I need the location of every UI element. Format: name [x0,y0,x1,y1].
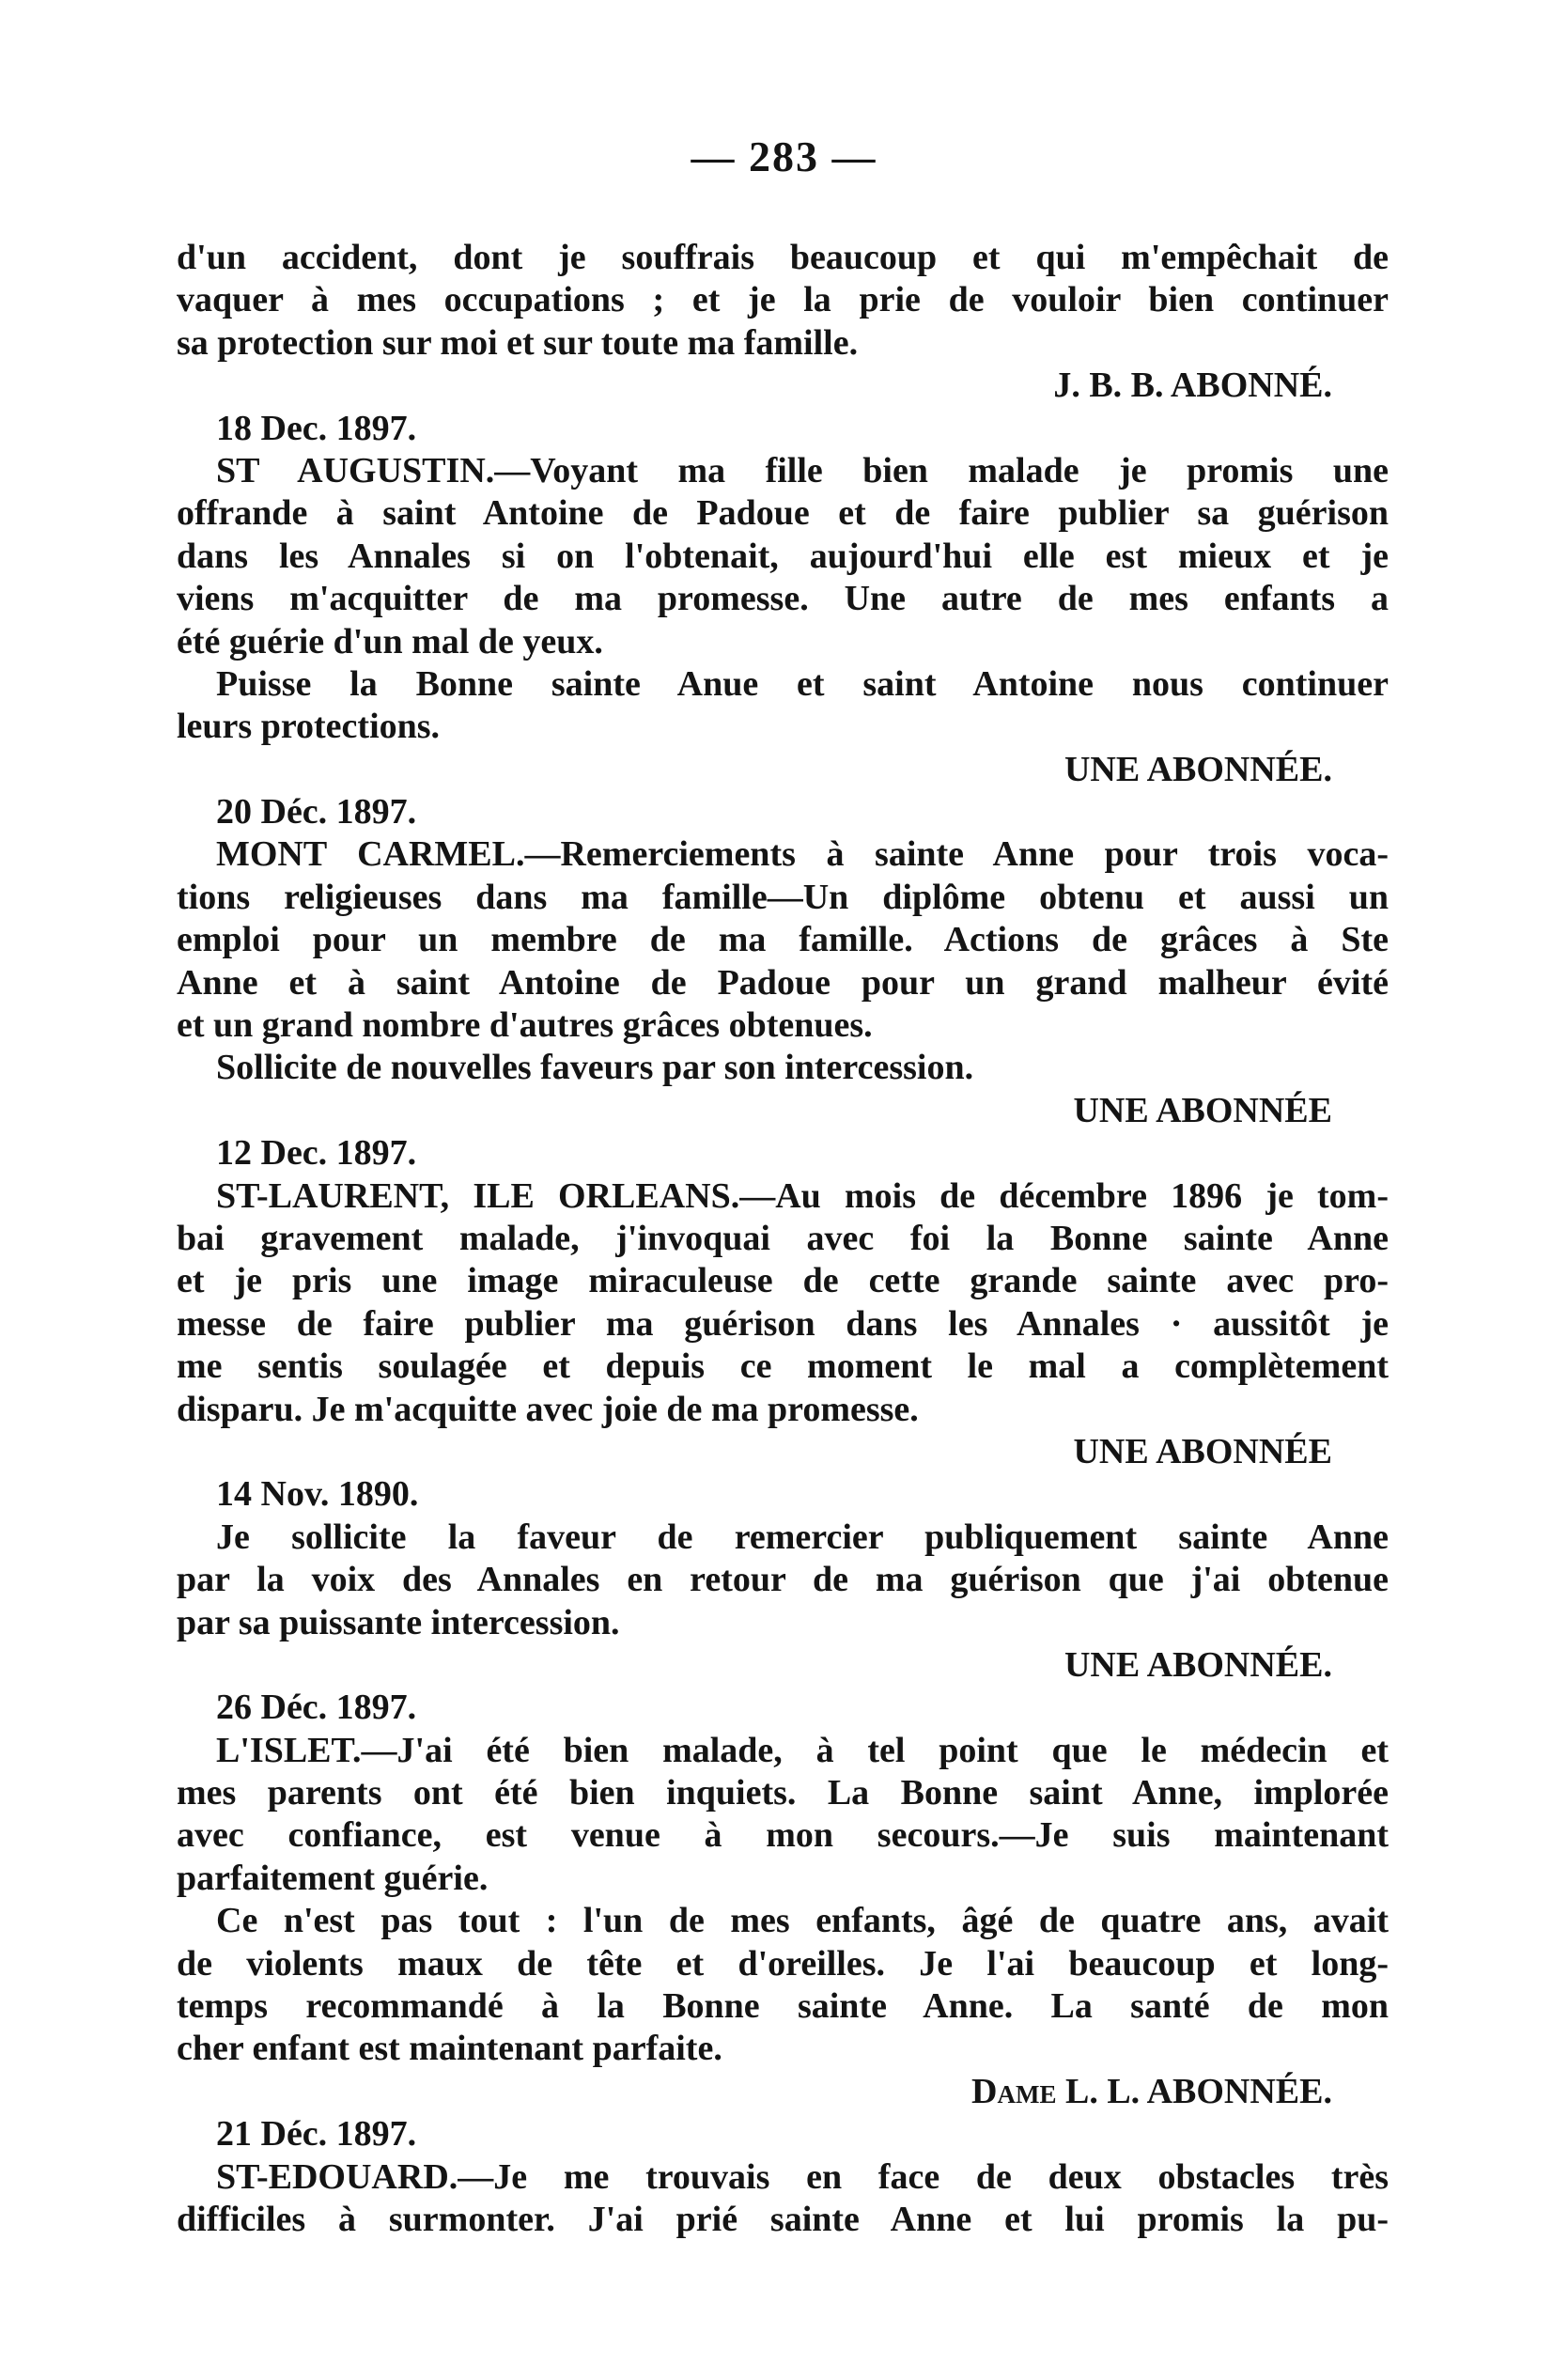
paragraph-last-line: parfaitement guérie. [177,1858,489,1898]
text-line: vaquer à mes occupations ; et je la prie de vouloir bien continuer [177,280,1389,320]
text-line: bai gravement malade, j'invoquai avec foi la Bonne sainte Anne [177,1218,1389,1258]
page-number: — 283 — [691,132,877,180]
text-line: viens m'acquitter de ma promesse. Une autre de mes enfants a [177,579,1389,619]
paragraph-last-line: sa protection sur moi et sur toute ma famille. [177,322,859,363]
paragraph-first-line: L'ISLET.—J'ai été bien malade, à tel point que le médecin et [216,1730,1389,1770]
paragraph-last-line: été guérie d'un mal de yeux. [177,621,603,661]
text-line: par la voix des Annales en retour de ma guérison que j'ai obtenue [177,1560,1389,1600]
text-line: messe de faire publier ma guérison dans les Annales · aussitôt je [177,1303,1389,1344]
paragraph-first-line: Ce n'est pas tout : l'un de mes enfants, âgé de quatre ans, avait [216,1901,1389,1941]
signature-line: UNE ABONNÉE. [1063,749,1332,789]
paragraph-single-line: Sollicite de nouvelles faveurs par son intercession. [216,1048,974,1088]
text-line: offrande à saint Antoine de Padoue et de faire publier sa guérison [177,493,1389,534]
date-line: 14 Nov. 1890. [216,1474,419,1515]
signature-line: Dame L. L. ABONNÉE. [971,2071,1332,2111]
text-line: difficiles à surmonter. J'ai prié sainte Anne et lui promis la pu- [177,2199,1389,2239]
date-line: 12 Dec. 1897. [216,1133,417,1174]
paragraph-first-line: ST-LAURENT, ILE ORLEANS.—Au mois de décembre 1896 je tom- [216,1175,1389,1216]
paragraph-first-line: Je sollicite la faveur de remercier publiquement sainte Anne [216,1517,1389,1557]
text-line: mes parents ont été bien inquiets. La Bonne saint Anne, implorée [177,1773,1389,1813]
paragraph-last-line: cher enfant est maintenant parfaite. [177,2029,722,2069]
text-line: et je pris une image miraculeuse de cette grande sainte avec pro- [177,1261,1389,1301]
text-line: Anne et à saint Antoine de Padoue pour un grand malheur évité [177,962,1389,1003]
paragraph-first-line: MONT CARMEL.—Remerciements à sainte Anne pour trois voca- [216,834,1389,875]
paragraph-first-line: ST AUGUSTIN.—Voyant ma fille bien malade je promis une [216,450,1389,490]
text-line: de violents maux de tête et d'oreilles. Je l'ai beaucoup et long- [177,1943,1389,1984]
date-line: 20 Déc. 1897. [216,792,417,832]
text-line: tions religieuses dans ma famille—Un diplôme obtenu et aussi un [177,877,1389,917]
date-line: 18 Dec. 1897. [216,408,417,448]
paragraph-last-line: et un grand nombre d'autres grâces obtenues. [177,1005,873,1046]
paragraph-last-line: disparu. Je m'acquitte avec joie de ma promesse. [177,1389,919,1429]
signature-line: UNE ABONNÉE [1073,1431,1332,1471]
date-line: 21 Déc. 1897. [216,2114,417,2155]
body-text [177,237,1389,2241]
text-line: dans les Annales si on l'obtenait, aujourd'hui elle est mieux et je [177,536,1389,576]
paragraph-last-line: leurs protections. [177,707,441,747]
text-line: temps recommandé à la Bonne sainte Anne. La santé de mon [177,1986,1389,2027]
paragraph-first-line: ST-EDOUARD.—Je me trouvais en face de deux obstacles très [216,2156,1389,2197]
text-line: emploi pour un membre de ma famille. Actions de grâces à Ste [177,920,1389,960]
text-line: d'un accident, dont je souffrais beaucoup et qui m'empêchait de [177,238,1389,277]
text-line: avec confiance, est venue à mon secours.—Je suis maintenant [177,1815,1389,1856]
signature-line: UNE ABONNÉE. [1063,1644,1332,1685]
text-line: me sentis soulagée et depuis ce moment le mal a complètement [177,1346,1389,1387]
paragraph-last-line: par sa puissante intercession. [177,1602,620,1642]
signature-line: J. B. B. ABONNÉ. [1053,366,1332,406]
date-line: 26 Déc. 1897. [216,1688,417,1728]
signature-line: UNE ABONNÉE [1073,1090,1332,1130]
paragraph-first-line: Puisse la Bonne sainte Anue et saint Antoine nous continuer [216,663,1389,704]
